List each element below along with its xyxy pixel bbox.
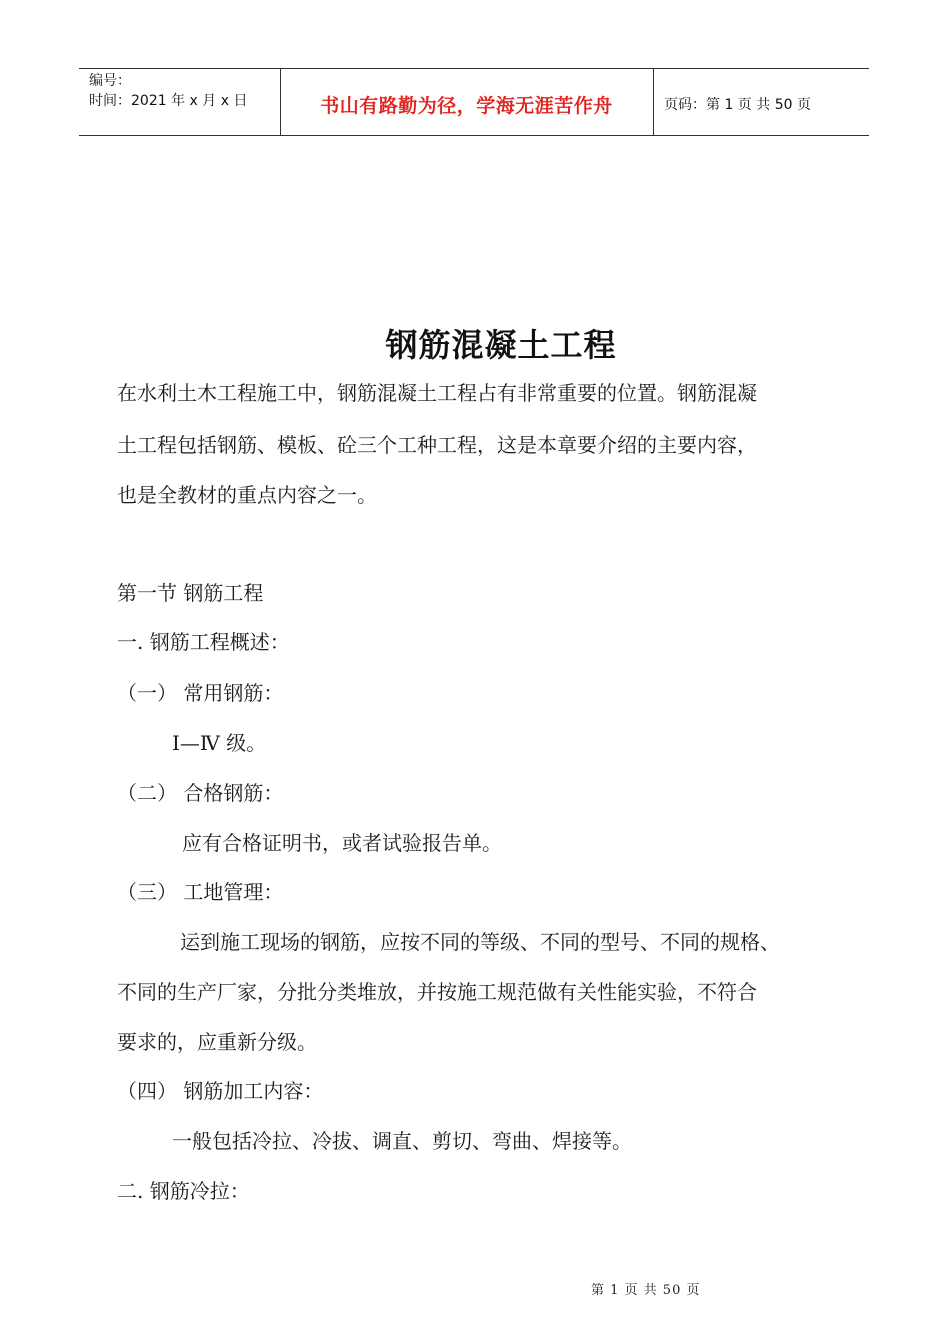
item2-body: 应有合格证明书，或者试验报告单。 [182, 831, 502, 855]
intro-line-1: 在水利土木工程施工中，钢筋混凝土工程占有非常重要的位置。钢筋混凝 [117, 381, 757, 405]
header-motto: 书山有路勤为径，学海无涯苦作舟 [320, 95, 613, 117]
header-meta [89, 71, 247, 111]
intro-line-3: 也是全教材的重点内容之一。 [117, 483, 377, 507]
section-heading: 第一节 钢筋工程 [117, 581, 264, 605]
item3-body-line-3: 要求的，应重新分级。 [117, 1030, 317, 1054]
part2-heading: 二. 钢筋冷拉： [117, 1179, 250, 1203]
item4-body: 一般包括冷拉、冷拔、调直、剪切、弯曲、焊接等。 [172, 1129, 632, 1153]
item4-heading: （四） 钢筋加工内容： [117, 1079, 324, 1103]
item1-heading: （一） 常用钢筋： [117, 681, 284, 705]
item3-heading: （三） 工地管理： [117, 880, 284, 904]
item3-body-line-2: 不同的生产厂家，分批分类堆放，并按施工规范做有关性能实验，不符合 [117, 980, 757, 1004]
document-header [79, 68, 869, 136]
part1-heading: 一. 钢筋工程概述： [117, 630, 290, 654]
header-page-info: 页码：第 1 页 共 50 页 [664, 97, 811, 113]
item2-heading: （二） 合格钢筋： [117, 781, 284, 805]
intro-line-2: 土工程包括钢筋、模板、砼三个工种工程，这是本章要介绍的主要内容， [117, 433, 757, 457]
header-number-label: 编号： [89, 73, 131, 89]
header-divider-right [653, 69, 654, 135]
document-title: 钢筋混凝土工程 [385, 326, 617, 364]
item3-body-line-1: 运到施工现场的钢筋，应按不同的等级、不同的型号、不同的规格、 [180, 930, 780, 954]
item1-body: I—Ⅳ 级。 [172, 731, 267, 755]
header-time-label: 时间：2021 年 x 月 x 日 [89, 93, 248, 109]
page-footer: 第 1 页 共 50 页 [591, 1283, 701, 1298]
